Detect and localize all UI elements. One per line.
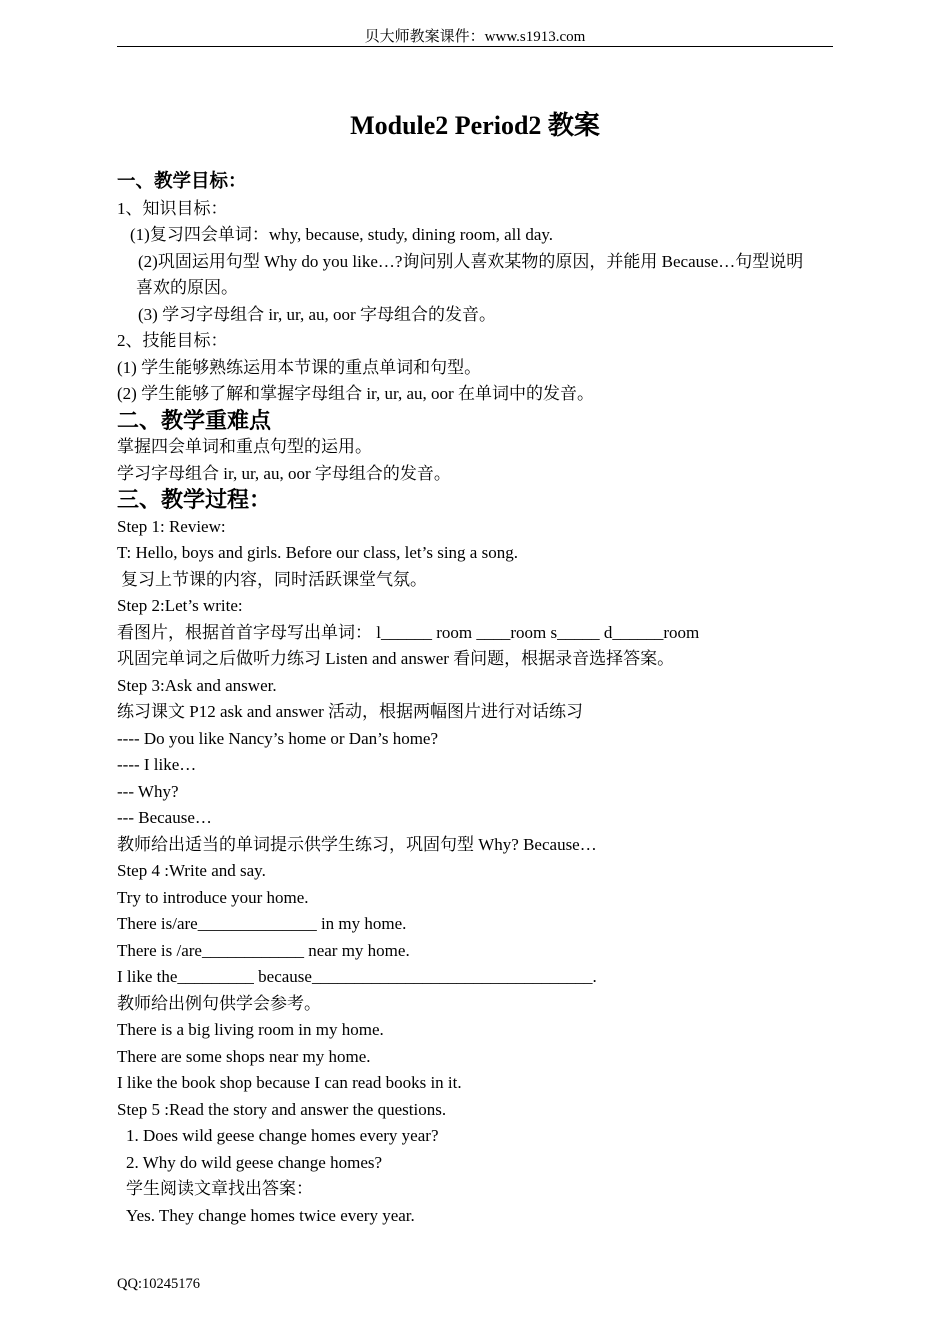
process-line: 巩固完单词之后做听力练习 Listen and answer 看问题，根据录音选择答案。 [117,649,675,668]
process-line: T: Hello, boys and girls. Before our class, let’s sing a song. [117,543,518,562]
section-heading-objectives: 一、教学目标： [117,172,247,192]
process-line: Step 1: Review: [117,516,226,536]
process-line: Try to introduce your home. [117,887,309,907]
process-line: ---- Do you like Nancy’s home or Dan’s home? [117,728,439,748]
skill-item-1: (1) 学生能够熟练运用本节课的重点单词和句型。 [117,357,482,377]
process-line: 教师给出适当的单词提示供学生练习，巩固句型 Why? Because… [117,834,597,854]
process-line: --- Because… [117,808,212,827]
process-line: Step 2:Let’s write: [117,596,243,615]
question-line: 2. Why do wild geese change homes? [126,1152,383,1172]
page-footer: QQ:10245176 [117,1276,200,1292]
skill-item-2: (2) 学生能够了解和掌握字母组合 ir, ur, au, oor 在单词中的发音。 [117,384,594,403]
subheading-skills: 2、技能目标： [117,331,228,350]
process-line: There is/are______________ in my home. [117,914,407,933]
objective-item-3: (3) 学习字母组合 ir, ur, au, oor 字母组合的发音。 [138,304,496,324]
objective-item-1: (1)复习四会单词：why, because, study, dining room, all day. [130,225,554,244]
process-line: Step 4 :Write and say. [117,861,266,880]
process-line: There is a big living room in my home. [117,1020,384,1039]
process-line: 教师给出例句供学会参考。 [117,993,321,1013]
header-rule [117,46,833,47]
process-line: Step 3:Ask and answer. [117,675,277,695]
document-title: Module2 Period2 教案 [350,111,600,140]
process-line: I like the_________ because_________________________________. [117,967,597,986]
process-line: 复习上节课的内容，同时活跃课堂气氛。 [121,569,427,589]
document-body [117,169,837,1229]
process-line: There is /are____________ near my home. [117,940,410,960]
process-line: There are some shops near my home. [117,1046,371,1066]
process-line: 看图片，根据首首字母写出单词： l______ room ____room s_____ d______room [117,622,700,642]
process-line: ---- I like… [117,755,197,774]
objective-item-2: (2)巩固运用句型 Why do you like…?询问别人喜欢某物的原因，并能用 Because…句型说明 [138,251,804,271]
process-line: Step 5 :Read the story and answer the questions. [117,1099,447,1119]
keypoint-item-2: 学习字母组合 ir, ur, au, oor 字母组合的发音。 [117,463,451,483]
process-line: 练习课文 P12 ask and answer 活动，根据两幅图片进行对话练习 [117,702,584,721]
process-line: --- Why? [117,781,179,801]
question-line: 1. Does wild geese change homes every year? [126,1126,439,1145]
answer-line: Yes. They change homes twice every year. [126,1205,415,1225]
subheading-knowledge: 1、知识目标： [117,198,228,218]
objective-item-2-cont: 喜欢的原因。 [136,278,238,297]
section-heading-process: 三、教学过程： [117,487,272,512]
section-heading-keypoints: 二、教学重难点 [117,407,272,433]
keypoint-item-1: 掌握四会单词和重点句型的运用。 [117,437,372,456]
page-header: 贝大师教案课件：www.s1913.com [364,29,586,45]
question-line: 学生阅读文章找出答案： [126,1179,313,1198]
process-line: I like the book shop because I can read books in it. [117,1073,462,1092]
